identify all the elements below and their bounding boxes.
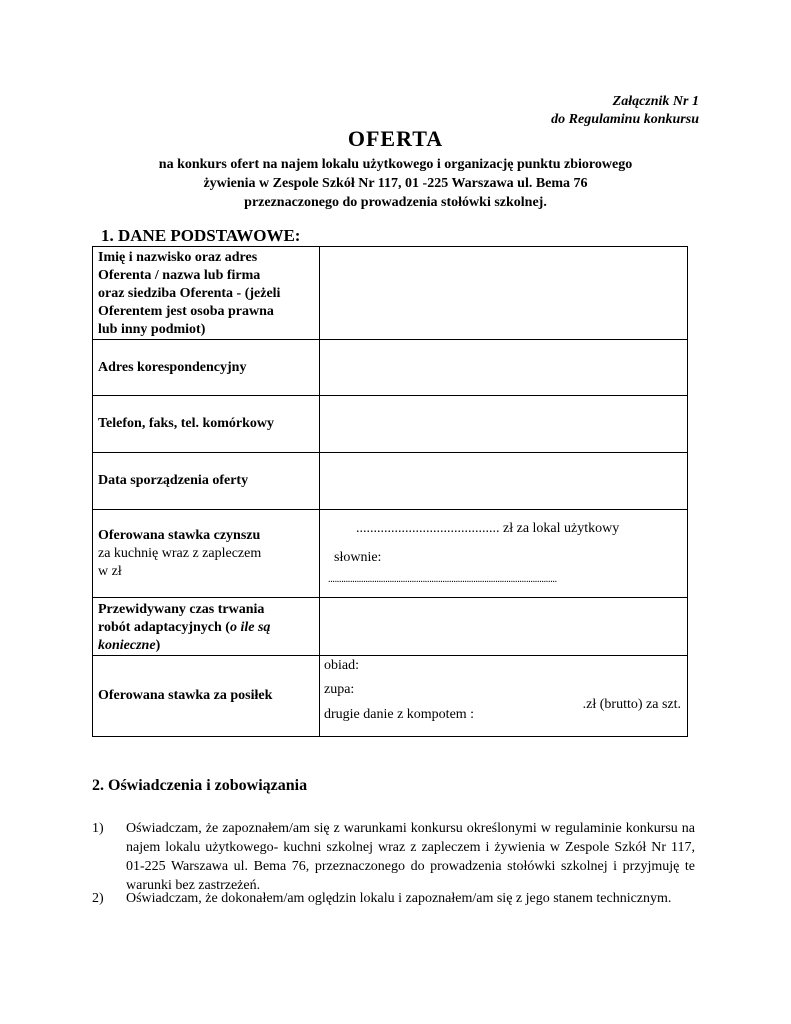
address-label-cell [93,340,320,396]
table-row-name [93,247,688,340]
rent-label-line-3: w zł [98,564,122,579]
declaration-2-number: 2) [92,891,104,906]
rent-label-cell [93,510,320,598]
name-label-line-3: oraz siedziba Oferenta - (jeżeli [98,286,281,301]
works-label-condition: o ile są [229,620,271,635]
declaration-1-text: Oświadczam, że zapoznałem/am się z warunkami konkursu określonymi w regulaminie konkursu na najem lokalu użytkowego- kuchni szkolnej wraz z zapleczem i żywienia w Zespole Szkół Nr 117, 01-225 Warszawa ul. Bema 76, przeznaczonego do prowadzenia stołówki szkolnej i przyjmuję te warunki bez zastrzeżeń. [126,821,695,893]
name-label-line-2: Oferenta / nazwa lub firma [98,268,261,283]
works-label-cell [93,598,320,656]
subtitle-line-3: przeznaczonego do prowadzenia stołówki szkolnej. [244,195,547,210]
works-label-line-1: Przewidywany czas trwania [98,602,265,617]
meal-label-cell [93,656,320,737]
address-label: Adres korespondencyjny [98,359,247,375]
phone-label-cell [93,396,320,453]
declaration-2-text: Oświadczam, że dokonałem/am oględzin lokalu i zapoznałem/am się z jego stanem technicznym. [126,891,672,906]
annex-reference: do Regulaminu konkursu [551,112,699,127]
basic-data-table [92,246,688,737]
rent-amount-line: ......................................... zł za lokal użytkowy [356,521,620,536]
table-row-date [93,453,688,510]
table-row-works [93,598,688,656]
name-label-line-5: lub inny podmiot) [98,322,206,337]
date-label: Data sporządzenia oferty [98,473,249,488]
works-label-paren: ) [155,638,161,653]
name-value-field[interactable] [320,247,688,340]
rent-words-dots: ........................................................................................................ [328,574,557,585]
date-value-field[interactable] [320,453,688,510]
table-row-meal [93,656,688,737]
phone-label: Telefon, faks, tel. komórkowy [98,416,275,431]
meal-price-unit: .zł (brutto) za szt. [582,697,681,712]
table-row-phone [93,396,688,453]
meal-label: Oferowana stawka za posiłek [98,688,273,703]
document-title: OFERTA [347,126,444,151]
works-label-line-2: robót adaptacyjnych ( [98,620,230,635]
meal-value-field[interactable] [320,656,688,737]
declaration-1 [92,819,695,895]
declaration-1-number: 1) [92,821,104,836]
section-2-heading: 2. Oświadczenia i zobowiązania [92,777,308,794]
rent-words-label: słownie: [334,550,382,565]
phone-value-field[interactable] [320,396,688,453]
meal-obiad-label: obiad: [324,658,359,673]
works-value-field[interactable] [320,598,688,656]
section-1-heading: 1. DANE PODSTAWOWE: [101,226,301,245]
annex-number: Załącznik Nr 1 [612,94,699,109]
table-row-rent [93,510,688,598]
rent-label-line-2: za kuchnię wraz z zapleczem [98,546,262,561]
meal-zupa-label: zupa: [324,682,355,697]
name-label-line-4: Oferentem jest osoba prawna [98,304,274,319]
works-label-necessary: konieczne [98,638,156,653]
address-value-field[interactable] [320,340,688,396]
subtitle-line-2: żywienia w Zespole Szkół Nr 117, 01 -225 Warszawa ul. Bema 76 [203,176,588,191]
name-label-line-1: Imię i nazwisko oraz adres [98,250,258,265]
name-label-cell [93,247,320,340]
table-row-address [93,340,688,396]
rent-value-field[interactable] [320,510,688,598]
rent-label: Oferowana stawka czynszu [98,528,261,543]
date-label-cell [93,453,320,510]
meal-drugie-label: drugie danie z kompotem : [324,707,475,722]
subtitle-line-1: na konkurs ofert na najem lokalu użytkowego i organizację punktu zbiorowego [158,157,633,172]
declaration-2 [92,889,695,908]
document-subtitle [0,155,791,212]
